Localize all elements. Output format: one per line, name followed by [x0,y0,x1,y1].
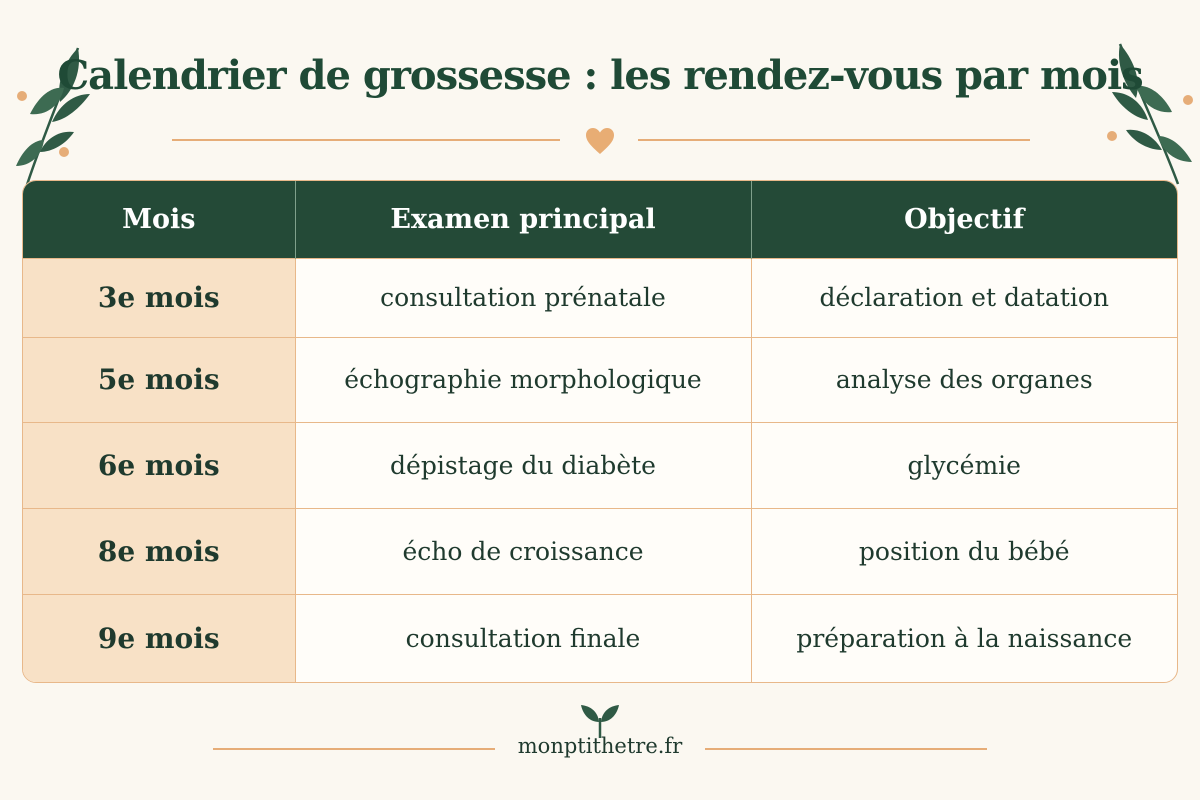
footer-divider-right [705,748,987,750]
title-divider-right [638,139,1030,141]
table-header-row [23,181,1177,258]
month-cell: 5e mois [23,337,295,422]
table-row [23,337,1177,422]
exam-cell: écho de croissance [295,508,751,594]
goal-cell: analyse des organes [835,365,1093,394]
exam-cell: consultation finale [295,594,751,682]
month-cell: 8e mois [23,508,295,594]
month-cell: 6e mois [23,422,295,508]
table-row [23,422,1177,508]
heart-icon [583,124,617,158]
schedule-table [22,180,1178,683]
exam-cell: consultation prénatale [295,258,751,337]
column-header-mois: Mois [23,181,295,258]
goal-cell: glycémie [907,450,1021,480]
exam-cell: échographie morphologique [295,337,751,422]
goal-cell: position du bébé [858,536,1070,566]
column-header-objectif: Objectif [904,203,1025,235]
month-cell: 9e mois [23,594,295,682]
table-row [23,258,1177,337]
page-title: Calendrier de grossesse : les rendez-vous par mois [57,52,1143,99]
table-row [23,594,1177,682]
exam-cell: dépistage du diabète [295,422,751,508]
goal-cell: déclaration et datation [819,283,1110,312]
footer-site-link[interactable]: monptithetre.fr [517,734,683,758]
title-divider-left [172,139,560,141]
column-header-examen: Examen principal [295,181,751,258]
goal-cell: préparation à la naissance [796,623,1133,653]
month-cell: 3e mois [23,258,295,337]
table-row [23,508,1177,594]
